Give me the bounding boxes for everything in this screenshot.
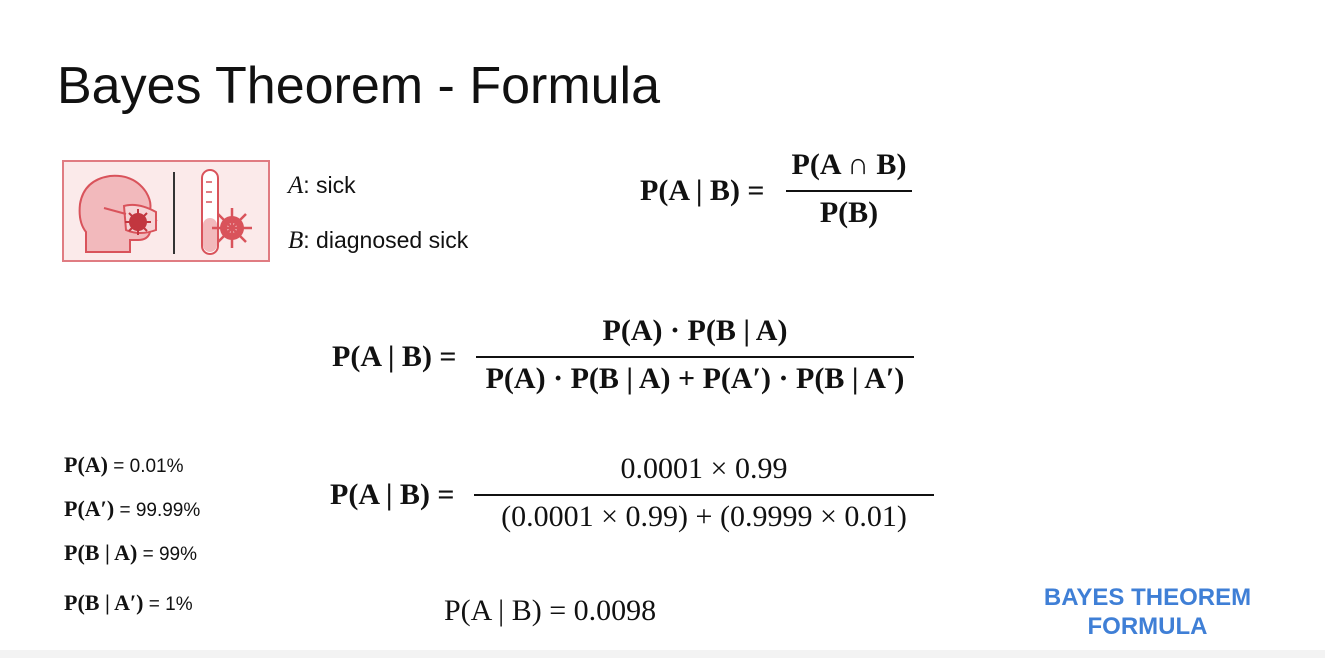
formula-numerator: 0.0001 × 0.99 xyxy=(620,452,788,485)
given-p-b-given-not-a xyxy=(64,590,193,616)
formula-numerator: P(A) · P(B | A) xyxy=(602,314,788,347)
section-tag xyxy=(1030,583,1265,641)
masked-sick-person-icon xyxy=(80,176,156,252)
definition-a xyxy=(288,172,356,200)
given-expr: P(A′) xyxy=(64,496,115,521)
virus-test-tube-icon xyxy=(202,170,252,254)
given-expr: P(A) xyxy=(64,452,108,477)
definition-b xyxy=(288,227,468,255)
formula-result: P(A | B) = 0.0098 xyxy=(444,594,657,627)
section-tag-line1: BAYES THEOREM xyxy=(1043,584,1252,611)
formula-lhs: P(A | B) = xyxy=(640,174,765,207)
section-tag-line2: FORMULA xyxy=(1087,613,1208,640)
definition-symbol: A xyxy=(288,172,304,199)
sick-illustration xyxy=(62,160,270,262)
given-p-a xyxy=(64,452,184,478)
formula-lhs: P(A | B) = xyxy=(332,340,457,373)
given-value: = 0.01% xyxy=(107,456,184,477)
formula-numerator: P(A ∩ B) xyxy=(791,148,907,181)
bottom-strip xyxy=(0,650,1325,658)
definition-text: : diagnosed sick xyxy=(303,227,469,253)
given-expr: P(B | A′) xyxy=(64,590,144,615)
definition-text: : sick xyxy=(303,172,356,198)
given-value: = 99% xyxy=(137,544,197,565)
formula-denominator: P(B) xyxy=(819,196,879,229)
formula-lhs: P(A | B) = xyxy=(330,478,455,511)
given-value: = 99.99% xyxy=(114,500,201,521)
definition-symbol: B xyxy=(288,227,304,254)
given-value: = 1% xyxy=(143,594,193,615)
given-p-not-a xyxy=(64,496,200,522)
formula-denominator: P(A) · P(B | A) + P(A′) · P(B | A′) xyxy=(485,362,905,395)
given-p-b-given-a xyxy=(64,540,197,566)
slide-title: Bayes Theorem - Formula xyxy=(57,57,661,115)
given-expr: P(B | A) xyxy=(64,540,138,565)
formula-denominator: (0.0001 × 0.99) + (0.9999 × 0.01) xyxy=(501,500,907,533)
